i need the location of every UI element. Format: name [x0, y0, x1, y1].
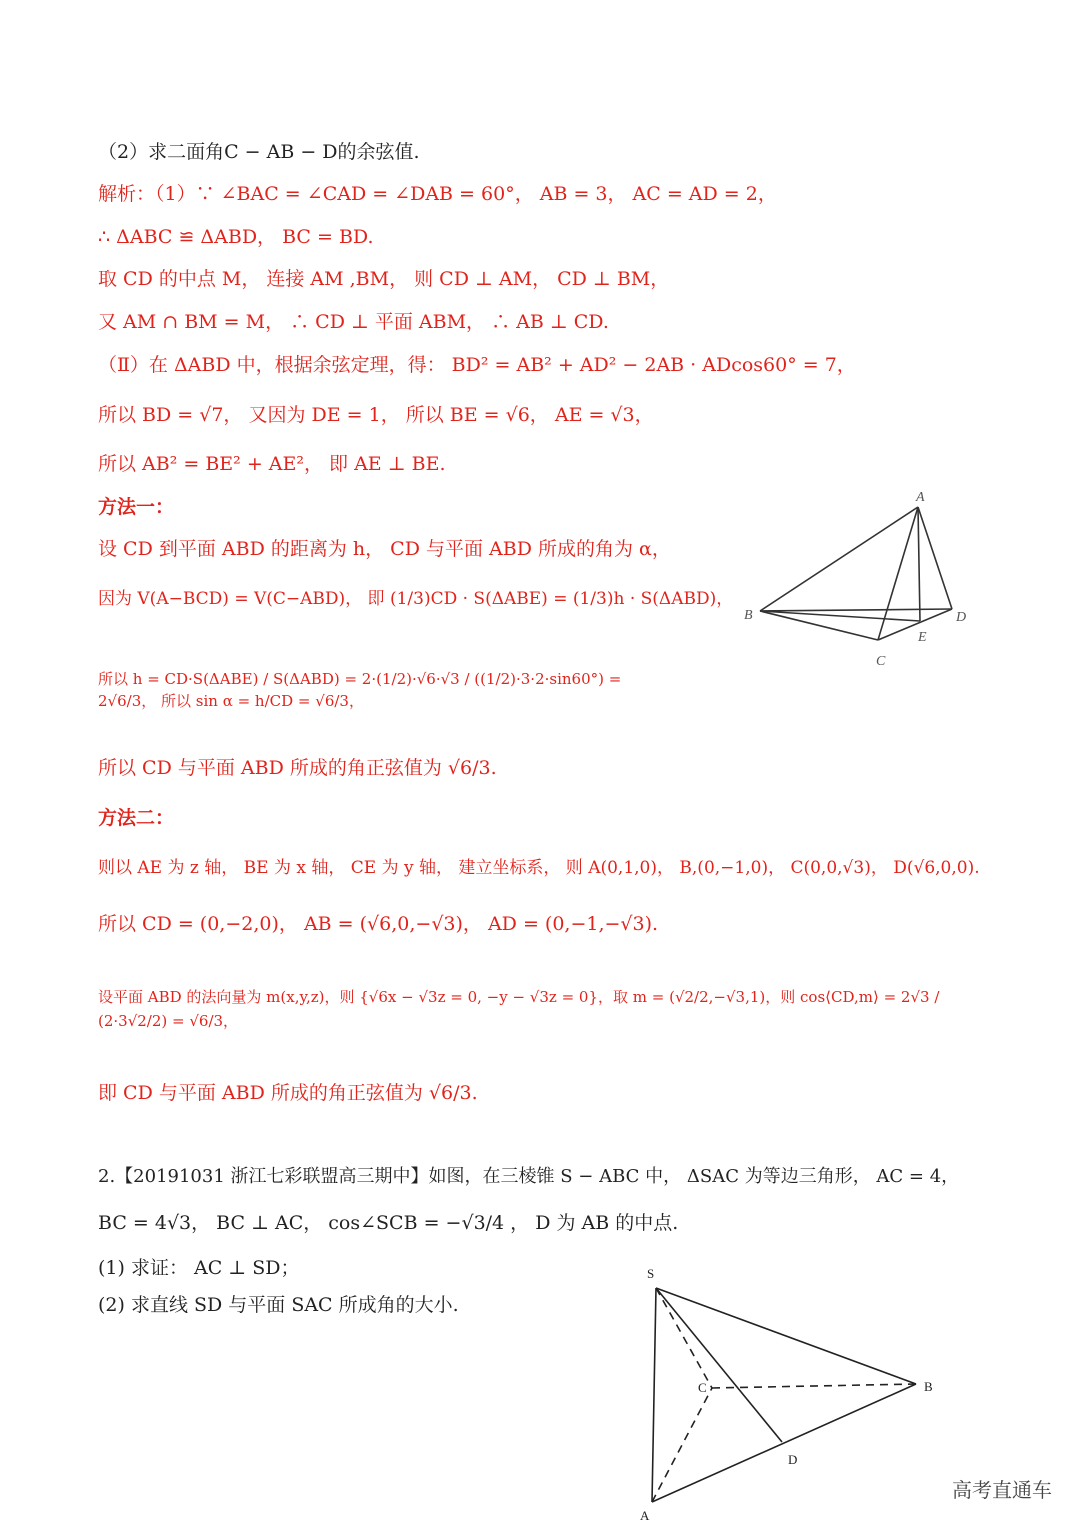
method-2-heading	[98, 805, 174, 831]
method-2-text: 方法二：	[98, 807, 175, 829]
solution-line-6-text: 所以 BD = √7， 又因为 DE = 1， 所以 BE = √6， AE = √3，	[98, 404, 654, 426]
edge-CB	[712, 1384, 916, 1388]
edge-AE	[918, 507, 920, 621]
edge-BD	[760, 609, 952, 611]
edge-BE	[760, 611, 920, 621]
problem-2-line-1	[98, 1164, 959, 1190]
solution-line-3	[98, 266, 669, 292]
solution-line-10-text: 所以 h = CD·S(ΔABE) / S(ΔABD) = 2·(1/2)·√6·√3 / ((1/2)·3·2·sin60°) = 2√6/3， 所以 sin α = h/CD = √6/3，	[98, 670, 622, 710]
solution-line-2-text: ∴ ΔABC ≌ ΔABD， BC = BD.	[98, 226, 374, 248]
solution-line-11	[98, 755, 497, 781]
solution-line-1-text: 解析：（1）∵ ∠BAC = ∠CAD = ∠DAB = 60°， AB = 3， AC = AD = 2，	[98, 183, 777, 205]
solution-line-10	[98, 668, 658, 712]
solution-line-1	[98, 181, 777, 207]
problem-2-line-1-text: 2.【20191031 浙江七彩联盟高三期中】如图，在三棱锥 S − ABC 中， ΔSAC 为等边三角形， AC = 4，	[98, 1166, 960, 1187]
edge-AB	[760, 507, 918, 611]
solution-line-15	[98, 1080, 478, 1106]
solution-line-8	[98, 536, 671, 562]
fig1-label-D: D	[956, 610, 967, 625]
solution-line-12-text: 则以 AE 为 z 轴， BE 为 x 轴， CE 为 y 轴， 建立坐标系， 则 A(0,1,0)， B,(0,−1,0)， C(0,0,√3)， D(√6,0,0).	[98, 858, 980, 878]
solution-line-4	[98, 309, 609, 335]
fig1-label-C: C	[876, 654, 886, 669]
edge-AC	[652, 1388, 712, 1502]
solution-line-13	[98, 911, 658, 937]
problem-2-line-2	[98, 1210, 678, 1236]
solution-line-5-text: （Ⅱ）在 ΔABD 中，根据余弦定理，得： BD² = AB² + AD² − 2AB · ADcos60° = 7，	[98, 354, 856, 376]
method-1-heading	[98, 494, 174, 520]
solution-line-14	[98, 985, 988, 1033]
figure-2-tetrahedron	[630, 1262, 950, 1524]
question-2-text: （2）求二面角C − AB − D的余弦值.	[98, 141, 420, 163]
solution-line-6	[98, 402, 654, 428]
solution-line-7	[98, 451, 445, 477]
solution-line-11-text: 所以 CD 与平面 ABD 所成的角正弦值为 √6/3.	[98, 757, 497, 779]
edge-AD	[918, 507, 952, 609]
fig2-label-B: B	[924, 1379, 933, 1394]
problem-2-line-4	[98, 1292, 459, 1318]
edge-SA	[652, 1288, 656, 1502]
method-1-text: 方法一：	[98, 496, 175, 518]
solution-line-5	[98, 352, 856, 378]
solution-line-8-text: 设 CD 到平面 ABD 的距离为 h， CD 与平面 ABD 所成的角为 α，	[98, 538, 671, 560]
watermark-text: 高考直通车	[952, 1478, 1052, 1502]
edge-AB	[652, 1384, 916, 1502]
solution-line-12	[98, 855, 980, 881]
fig2-label-C: C	[698, 1380, 707, 1395]
solution-line-15-text: 即 CD 与平面 ABD 所成的角正弦值为 √6/3.	[98, 1082, 478, 1104]
solution-line-9	[98, 586, 733, 612]
fig2-label-S: S	[647, 1266, 655, 1281]
problem-2-line-4-text: (2) 求直线 SD 与平面 SAC 所成角的大小.	[98, 1294, 459, 1316]
fig1-label-E: E	[918, 630, 927, 645]
figure-1-tetrahedron	[730, 485, 990, 675]
solution-line-4-text: 又 AM ∩ BM = M， ∴ CD ⊥ 平面 ABM， ∴ AB ⊥ CD.	[98, 311, 609, 333]
solution-line-7-text: 所以 AB² = BE² + AE²， 即 AE ⊥ BE.	[98, 453, 446, 475]
fig2-label-A: A	[640, 1508, 650, 1523]
solution-line-13-text: 所以 CD = (0,−2,0)， AB = (√6,0,−√3)， AD = (0,−1,−√3).	[98, 913, 659, 935]
solution-line-14-text: 设平面 ABD 的法向量为 m(x,y,z)，则 {√6x − √3z = 0, −y − √3z = 0}，取 m = (√2/2,−√3,1)，则 cos⟨CD,m⟩ = 2√3 / (2·3√2/2) = √6/3，	[98, 988, 940, 1030]
solution-line-3-text: 取 CD 的中点 M， 连接 AM ,BM， 则 CD ⊥ AM， CD ⊥ BM，	[98, 268, 670, 290]
edge-CD	[878, 609, 952, 640]
solution-line-2	[98, 224, 374, 250]
fig1-label-A: A	[916, 490, 925, 505]
problem-2-line-3	[98, 1255, 299, 1281]
solution-line-9-text: 因为 V(A−BCD) = V(C−ABD)， 即 (1/3)CD · S(ΔABE) = (1/3)h · S(ΔABD)，	[98, 589, 734, 609]
edge-SC	[656, 1288, 712, 1388]
fig1-label-B: B	[744, 608, 753, 623]
fig2-label-D: D	[788, 1452, 798, 1467]
problem-2-line-2-text: BC = 4√3， BC ⊥ AC， cos∠SCB = −√3/4 ， D 为 AB 的中点.	[98, 1212, 679, 1234]
question-2-line	[98, 139, 420, 165]
problem-2-line-3-text: (1) 求证： AC ⊥ SD；	[98, 1257, 300, 1279]
